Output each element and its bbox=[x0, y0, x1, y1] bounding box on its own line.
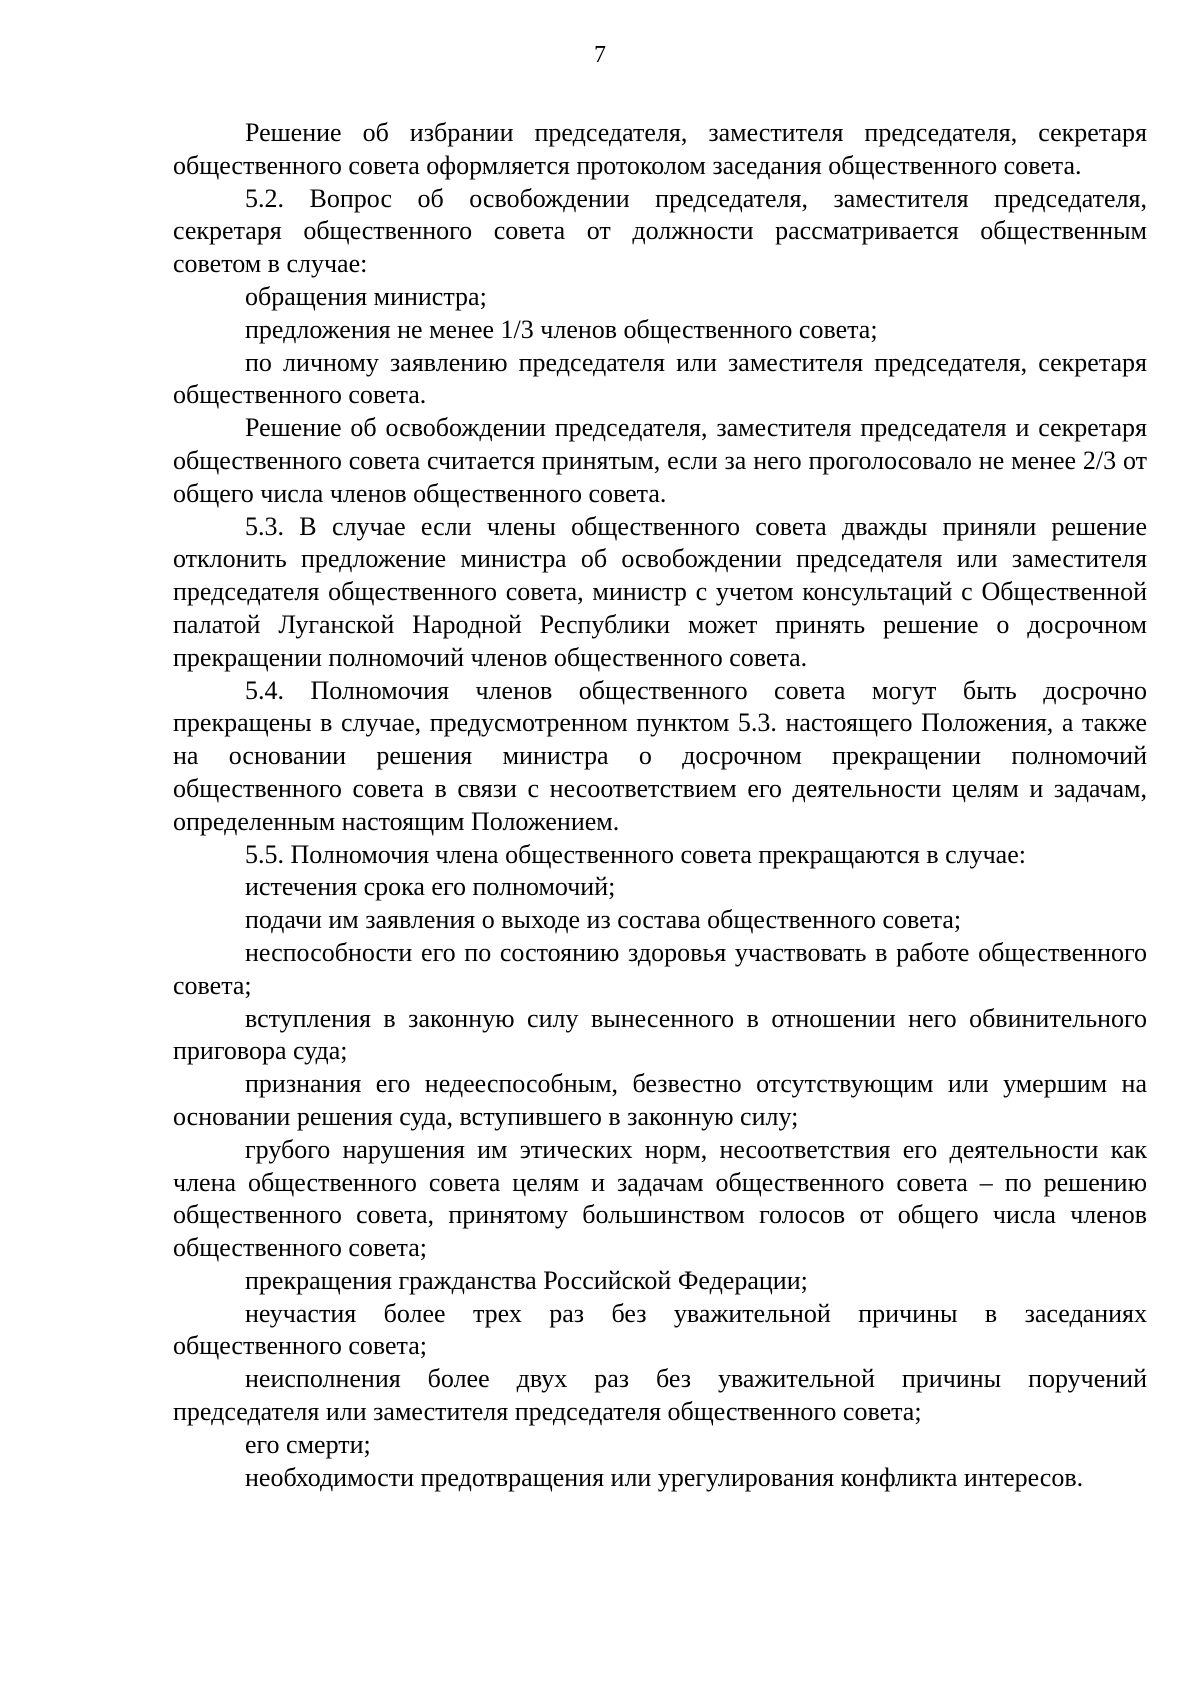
list-item-absence: неучастия более трех раз без уважительной причины в заседаниях общественного совета; bbox=[173, 1298, 1147, 1361]
list-item-minister-request: обращения министра; bbox=[245, 281, 487, 311]
list-item-ethics-violation: грубого нарушения им этических норм, несоответствия его деятельности как члена общественного совета целям и задачам общественного совета – по решению общественного совета, принятому большинством голосов от общего числа членов общественного совета; bbox=[173, 1134, 1147, 1263]
list-item-citizenship: прекращения гражданства Российской Федерации; bbox=[245, 1265, 808, 1295]
paragraph-5-4: 5.4. Полномочия членов общественного совета могут быть досрочно прекращены в случае, предусмотренном пунктом 5.3. настоящего Положения, а также на основании решения министра о досрочном прекращении полномочий общественного совета в связи с несоответствием его деятельности целям и задачам, определенным настоящим Положением. bbox=[173, 675, 1147, 836]
list-item-term-expiry: истечения срока его полномочий; bbox=[245, 872, 616, 902]
list-item-incapacity: признания его недееспособным, безвестно отсутствующим или умершим на основании решения суда, вступившего в законную силу; bbox=[173, 1069, 1147, 1131]
list-item-resignation: подачи им заявления о выходе из состава общественного совета; bbox=[245, 905, 962, 935]
list-item-conviction: вступления в законную силу вынесенного в отношении него обвинительного приговора суда; bbox=[173, 1003, 1147, 1066]
list-item-death: его смерти; bbox=[245, 1429, 371, 1459]
paragraph-5-5: 5.5. Полномочия члена общественного совета прекращаются в случае: bbox=[245, 839, 1026, 869]
page-number: 7 bbox=[594, 42, 606, 68]
paragraph-release-decision: Решение об освобождении председателя, заместителя председателя и секретаря общественного совета считается принятым, если за него проголосовало не менее 2/3 от общего числа членов общественного совета. bbox=[173, 413, 1147, 508]
list-item-one-third-proposal: предложения не менее 1/3 членов общественного совета; bbox=[245, 314, 878, 344]
list-item-non-performance: неисполнения более двух раз без уважительной причины поручений председателя или заместителя председателя общественного совета; bbox=[173, 1364, 1147, 1427]
document-body bbox=[173, 117, 1147, 1494]
list-item-conflict-of-interest: необходимости предотвращения или урегулирования конфликта интересов. bbox=[245, 1462, 1084, 1492]
list-item-personal-statement: по личному заявлению председателя или заместителя председателя, секретаря общественного совета. bbox=[173, 347, 1147, 410]
paragraph-5-3: 5.3. В случае если члены общественного совета дважды приняли решение отклонить предложение министра об освобождении председателя или заместителя председателя общественного совета, министр с учетом консультаций с Общественной палатой Луганской Народной Республики может принять решение о досрочном прекращении полномочий членов общественного совета. bbox=[173, 511, 1147, 672]
list-item-health: неспособности его по состоянию здоровья участвовать в работе общественного совета; bbox=[173, 937, 1147, 1000]
paragraph-5-2: 5.2. Вопрос об освобождении председателя, заместителя председателя, секретаря общественного совета от должности рассматривается общественным советом в случае: bbox=[173, 183, 1147, 279]
paragraph-election-decision: Решение об избрании председателя, заместителя председателя, секретаря общественного совета оформляется протоколом заседания общественного совета. bbox=[173, 118, 1147, 180]
